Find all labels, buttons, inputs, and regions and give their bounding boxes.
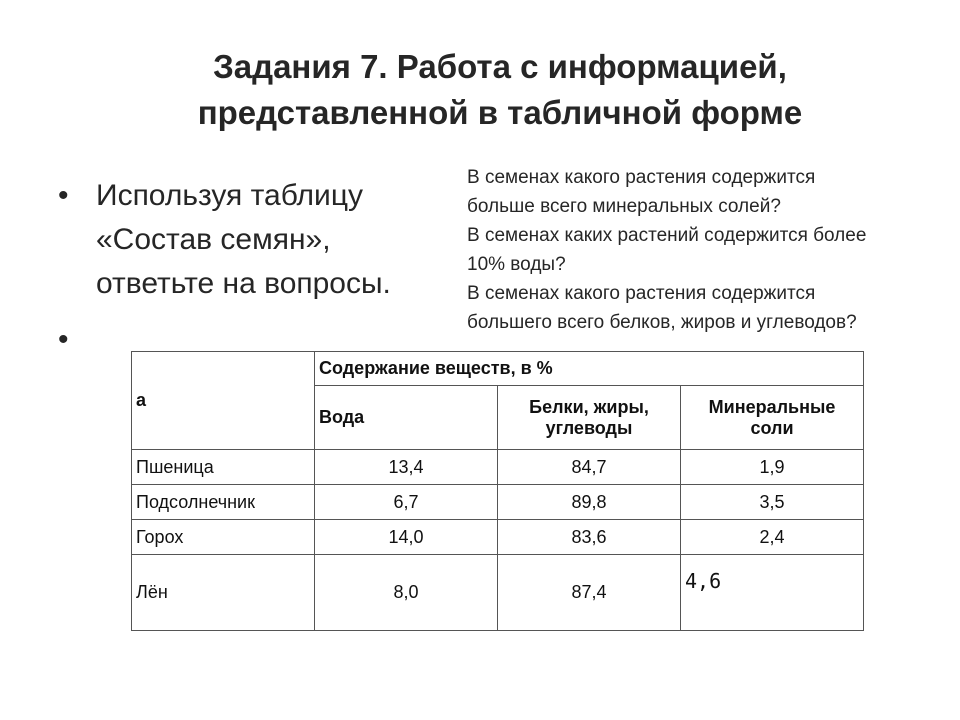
- question-line: больше всего минеральных солей?: [467, 196, 781, 217]
- bullet-item: [58, 174, 438, 306]
- slide-title: [120, 44, 880, 136]
- header-mineral: Минеральные соли: [681, 386, 864, 450]
- question-line: В семенах какого растения содержится: [467, 283, 816, 304]
- row-water: 13,4: [315, 450, 498, 485]
- row-mineral: 3,5: [681, 485, 864, 520]
- row-water: 8,0: [315, 555, 498, 631]
- bullet-dot: •: [58, 179, 69, 212]
- row-bju: 84,7: [498, 450, 681, 485]
- row-bju: 83,6: [498, 520, 681, 555]
- row-name: Пшеница: [132, 450, 315, 485]
- bullet-list: [58, 174, 438, 362]
- row-mineral: 1,9: [681, 450, 864, 485]
- row-water: 14,0: [315, 520, 498, 555]
- table-row: [132, 450, 864, 485]
- row-mineral-cell: [681, 555, 864, 631]
- table-corner-cell: а: [132, 352, 315, 450]
- row-name: Подсолнечник: [132, 485, 315, 520]
- question-line: большего всего белков, жиров и углеводов?: [467, 312, 857, 333]
- question-line: В семенах каких растений содержится более: [467, 225, 867, 246]
- question-line: В семенах какого растения содержится: [467, 167, 816, 188]
- slide-title-line2: представленной в табличной форме: [197, 94, 803, 131]
- table-row: [132, 520, 864, 555]
- seed-composition-table: [131, 351, 864, 631]
- row-mineral: 4,6: [685, 569, 722, 593]
- table-row: [132, 555, 864, 631]
- slide-title-line1: Задания 7. Работа с информацией,: [213, 48, 787, 85]
- table-row: [132, 485, 864, 520]
- question-line: 10% воды?: [467, 254, 566, 275]
- row-bju: 89,8: [498, 485, 681, 520]
- row-name: Лён: [132, 555, 315, 631]
- row-name: Горох: [132, 520, 315, 555]
- questions-block: [467, 163, 937, 337]
- row-mineral: 2,4: [681, 520, 864, 555]
- bullet-line1: Используя таблицу: [96, 179, 363, 212]
- bullet-line3: ответьте на вопросы.: [96, 267, 391, 300]
- bullet-dot: •: [58, 323, 69, 356]
- header-bju: Белки, жиры, углеводы: [498, 386, 681, 450]
- row-bju: 87,4: [498, 555, 681, 631]
- table-group-header: Содержание веществ, в %: [315, 352, 864, 386]
- header-water: Вода: [315, 386, 498, 450]
- row-water: 6,7: [315, 485, 498, 520]
- bullet-line2: «Состав семян»,: [96, 223, 331, 256]
